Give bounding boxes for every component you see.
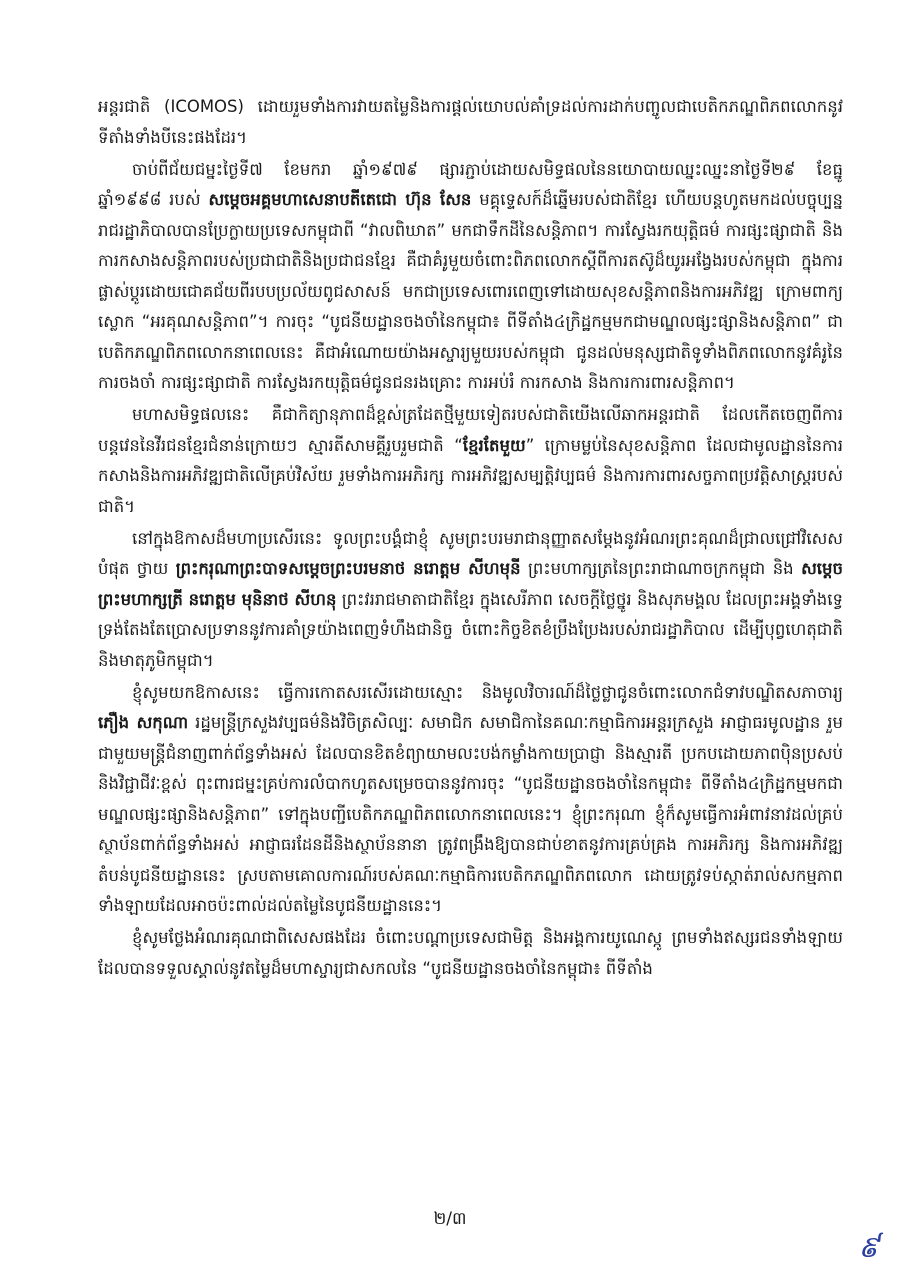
text-segment: មគ្គុទ្ទេសក៍ដ៏ឆ្នើមរបស់ជាតិខ្មែរ ហើយបន្តហូតមកដល់បច្ចុប្បន្ន រាជរដ្ឋាភិបាលបានប្រែក្លាយប្រទេសកម្ពុជាពី “វាលពិឃាត” មកជាទឹកដីនៃសន្តិភាព។ ការស្វែងរកយុត្តិធម៌ ការផ្សះផ្សាជាតិ និងការកសាងសន្តិភាពរបស់ប្រជាជាតិនិងប្រជាជនខ្មែរ គឺជាគំរូមួយចំពោះពិភពលោកស្ដីពីការតស៊ូដ៏យូរអង្វែងរបស់កម្ពុជា ក្នុងការផ្លាស់ប្ដូរដោយជោគជ័យពីរបបប្រល័យពូជសាសន៍ មកជាប្រទេសពោរពេញទៅដោយសុខសន្តិភាពនិងការអភិវឌ្ឍ ក្រោមពាក្យស្លោក “អរគុណសន្តិភាព”។ ការចុះ “បូជនីយដ្ឋានចងចាំនៃកម្ពុជា៖ ពីទីតាំង៤ក្រិដ្ឋកម្មមកជាមណ្ឌលផ្សះផ្សានិងសន្តិភាព” ជាបេតិកភណ្ឌពិភពលោកនាពេលនេះ គឺជាអំណោយយ៉ាងអស្ចារ្យមួយរបស់កម្ពុជា ជូនដល់មនុស្សជាតិទូទាំងពិភពលោកនូវគំរូនៃការចងចាំ ការផ្សះផ្សាជាតិ ការស្វែងរកយុត្តិធម៌ជូនជនរងគ្រោះ ការអប់រំ ការកសាង និងការការពារសន្តិភាព។ — [98, 190, 843, 393]
bold-text: សម្តេចព្រះមហាក្សត្រី នរោត្តម មុនិនាថ សីហនុ — [98, 559, 843, 609]
page-number: ២/៣ — [433, 1209, 467, 1229]
text-segment: ព្រះមហាក្សត្រនៃព្រះរាជាណាចក្រកម្ពុជា និង — [520, 559, 802, 579]
paragraph — [98, 92, 843, 153]
text-segment: ចាប់ពីជ័យជម្នះថ្ងៃទី៧ ខែមករា ឆ្នាំ១៩៧៩ ផ្សារភ្ជាប់ដោយសមិទ្ធផលនៃនយោបាយឈ្នះឈ្នះនាថ្ងៃទី២៩ ខែធ្នូ ឆ្នាំ១៩៩៨ របស់ — [98, 159, 843, 210]
bold-text: សម្តេចអគ្គមហាសេនាបតីតេជោ ហ៊ុន សែន — [208, 190, 472, 210]
handwritten-page-mark: ៩ — [858, 1230, 880, 1265]
bold-text: ភឿង សកុណា — [98, 713, 189, 733]
paragraph — [98, 678, 843, 922]
text-segment: នៅក្នុងឱកាសដ៏មហាប្រសើរនេះ ទូលព្រះបង្គំជាខ្ញុំ សូមព្រះបរមរាជានុញ្ញាតសម្ដែងនូវអំណរព្រះគុណដ៏ជ្រាលជ្រៅវិសេសបំផុត ថ្វាយ — [98, 528, 843, 579]
text-segment: រដ្ឋមន្ត្រីក្រសួងវប្បធម៌និងវិចិត្រសិល្បៈ សមាជិក សមាជិកានៃគណៈកម្មាធិការអន្តរក្រសួង អាជ្ញាធរមូលដ្ឋាន រួមជាមួយមន្ត្រីជំនាញពាក់ព័ន្ធទាំងអស់ ដែលបានខិតខំព្យាយាមលះបង់កម្លាំងកាយប្រាជ្ញា និងស្មារតី ប្រកបដោយភាពប៉ិនប្រសប់និងវិជ្ជាជីវៈខ្ពស់ ពុះពារជម្នះគ្រប់ការលំបាកហូតសម្រេចបាននូវការចុះ “បូជនីយដ្ឋានចងចាំនៃកម្ពុជា៖ ពីទីតាំង៤ក្រិដ្ឋកម្មមកជាមណ្ឌលផ្សះផ្សានិងសន្តិភាព” ទៅក្នុងបញ្ជីបេតិកភណ្ឌពិភពលោកនាពេលនេះ។ ខ្ញុំព្រះករុណា ខ្ញុំក៏សូមធ្វើការអំពាវនាវដល់គ្រប់ស្ថាប័នពាក់ព័ន្ធទាំងអស់ អាជ្ញាធរដែនដីនិងស្ថាប័ននានា ត្រូវពង្រឹងឱ្យបានជាប់ខាតនូវការគ្រប់គ្រង ការអភិរក្ស និងការអភិវឌ្ឍតំបន់បូជនីយដ្ឋាននេះ ស្របតាមគោលការណ៍របស់គណៈកម្មាធិការបេតិកភណ្ឌពិភពលោក ដោយត្រូវទប់ស្កាត់រាល់សកម្មភាពទាំងឡាយដែលអាចប៉ះពាល់ដល់តម្លៃនៃបូជនីយដ្ឋាននេះ។ — [98, 713, 844, 916]
text-segment: ” ក្រោមម្លប់នៃសុខសន្តិភាព ដែលជាមូលដ្ឋាននៃការកសាងនិងការអភិវឌ្ឍជាតិលើគ្រប់វិស័យ រួមទាំងការអភិរក្ស ការអភិវឌ្ឍសម្បត្តិវប្បធម៌ និងការការពារសច្ចភាពប្រវត្តិសាស្ត្ររបស់ជាតិ។ — [98, 435, 843, 516]
text-segment: អន្តរជាតិ (ICOMOS) ដោយរួមទាំងការវាយតម្លៃនិងការផ្ដល់យោបល់គាំទ្រដល់ការដាក់បញ្ចូលជាបេតិកភណ្ឌពិភពលោកនូវទីតាំងទាំងបីនេះផងដែរ។ — [98, 97, 843, 147]
paragraph — [98, 923, 843, 984]
bold-text: ខ្មែរតែមួយ — [462, 435, 526, 455]
paragraph — [98, 524, 843, 677]
text-segment: ព្រះវររាជមាតាជាតិខ្មែរ ក្នុងសេរីភាព សេចក្ដីថ្លៃថ្នូរ និងសុភមង្គល ដែលព្រះអង្គទាំងទ្វេទ្រង់តែងតែប្រោសប្រទាននូវការគាំទ្រយ៉ាងពេញទំហឹងជានិច្ច ចំពោះកិច្ចខិតខំប្រឹងប្រែងរបស់រាជរដ្ឋាភិបាល ដើម្បីបុព្វហេតុជាតិនិងមាតុភូមិកម្ពុជា។ — [98, 589, 843, 670]
text-segment: ខ្ញុំសូមយកឱកាសនេះ ធ្វើការកោតសរសើរដោយស្មោះ និងមូលវិចារណ៍ដ៏ថ្លៃថ្លាជូនចំពោះលោកជំទាវបណ្ឌិតសភាចារ្យ — [132, 682, 843, 702]
text-segment: មហាសមិទ្ធផលនេះ គឺជាកិត្យានុភាពដ៏ខ្ពស់ត្រដែតថ្មីមួយទៀតរបស់ជាតិយើងលើឆាកអន្តរជាតិ ដែលកើតចេញពីការបន្តវេននៃវីរជនខ្មែរជំនាន់ក្រោយៗ ស្មារតីសាមគ្គីរួបរួមជាតិ “ — [98, 405, 843, 455]
paragraph — [98, 155, 843, 399]
document-body — [98, 92, 843, 986]
paragraph — [98, 400, 843, 522]
bold-text: ព្រះករុណាព្រះបាទសម្តេចព្រះបរមនាថ នរោត្តម សីហមុនី — [175, 559, 521, 579]
text-segment: ខ្ញុំសូមថ្លែងអំណរគុណជាពិសេសផងដែរ ចំពោះបណ្ដាប្រទេសជាមិត្ត និងអង្គការយូណេស្កូ ព្រមទាំងឥស្សរជនទាំងឡាយ ដែលបានទទួលស្គាល់នូវតម្លៃដ៏មហាស្ចារ្យជាសកលនៃ “បូជនីយដ្ឋានចងចាំនៃកម្ពុជា៖ ពីទីតាំង — [98, 928, 843, 978]
